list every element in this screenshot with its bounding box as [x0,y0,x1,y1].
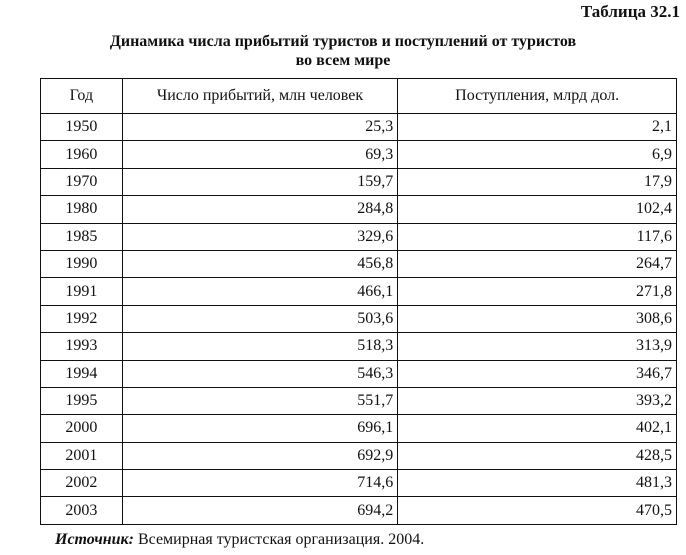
table-header-row [41,79,677,114]
cell-arrivals: 503,6 [122,305,398,332]
cell-receipts: 6,9 [398,141,677,168]
cell-receipts: 102,4 [398,196,677,223]
cell-arrivals: 551,7 [122,387,398,414]
table-row [41,497,677,524]
cell-arrivals: 696,1 [122,415,398,442]
table-row [41,223,677,250]
source-note [55,531,424,549]
cell-year: 2001 [41,442,123,469]
cell-receipts: 2,1 [398,114,677,141]
cell-receipts: 481,3 [398,470,677,497]
cell-arrivals: 284,8 [122,196,398,223]
table-body [41,114,677,525]
cell-year: 1993 [41,333,123,360]
table-row [41,168,677,195]
cell-year: 2003 [41,497,123,524]
cell-year: 1992 [41,305,123,332]
table-row [41,141,677,168]
column-header-arrivals: Число прибытий, млн человек [122,79,398,114]
cell-year: 1994 [41,360,123,387]
cell-receipts: 17,9 [398,168,677,195]
cell-year: 2002 [41,470,123,497]
table-row [41,250,677,277]
source-label: Источник: [55,531,134,548]
cell-arrivals: 694,2 [122,497,398,524]
table-row [41,415,677,442]
cell-year: 1960 [41,141,123,168]
cell-receipts: 428,5 [398,442,677,469]
cell-receipts: 117,6 [398,223,677,250]
cell-year: 1995 [41,387,123,414]
source-text: Всемирная туристская организация. 2004. [133,531,425,548]
cell-arrivals: 546,3 [122,360,398,387]
column-header-year: Год [41,79,123,114]
table-row [41,442,677,469]
cell-year: 2000 [41,415,123,442]
cell-arrivals: 159,7 [122,168,398,195]
table-title-line-2: во всем мире [295,52,391,69]
cell-receipts: 264,7 [398,250,677,277]
cell-arrivals: 518,3 [122,333,398,360]
table-row [41,196,677,223]
table-title [0,32,686,70]
cell-arrivals: 466,1 [122,278,398,305]
table-row [41,333,677,360]
table-title-line-1: Динамика числа прибытий туристов и поступлений от туристов [109,33,577,50]
cell-receipts: 313,9 [398,333,677,360]
cell-year: 1980 [41,196,123,223]
cell-arrivals: 25,3 [122,114,398,141]
cell-arrivals: 69,3 [122,141,398,168]
table-row [41,305,677,332]
cell-year: 1985 [41,223,123,250]
cell-year: 1950 [41,114,123,141]
cell-receipts: 393,2 [398,387,677,414]
cell-year: 1991 [41,278,123,305]
table-number-label: Таблица 32.1 [580,2,680,21]
cell-arrivals: 456,8 [122,250,398,277]
cell-receipts: 271,8 [398,278,677,305]
table-row [41,470,677,497]
cell-receipts: 308,6 [398,305,677,332]
table-row [41,114,677,141]
cell-arrivals: 692,9 [122,442,398,469]
cell-receipts: 470,5 [398,497,677,524]
cell-year: 1970 [41,168,123,195]
column-header-receipts: Поступления, млрд дол. [398,79,677,114]
tourism-data-table [40,78,677,525]
cell-receipts: 402,1 [398,415,677,442]
cell-receipts: 346,7 [398,360,677,387]
cell-arrivals: 714,6 [122,470,398,497]
table-row [41,387,677,414]
cell-arrivals: 329,6 [122,223,398,250]
table-row [41,360,677,387]
cell-year: 1990 [41,250,123,277]
table-row [41,278,677,305]
